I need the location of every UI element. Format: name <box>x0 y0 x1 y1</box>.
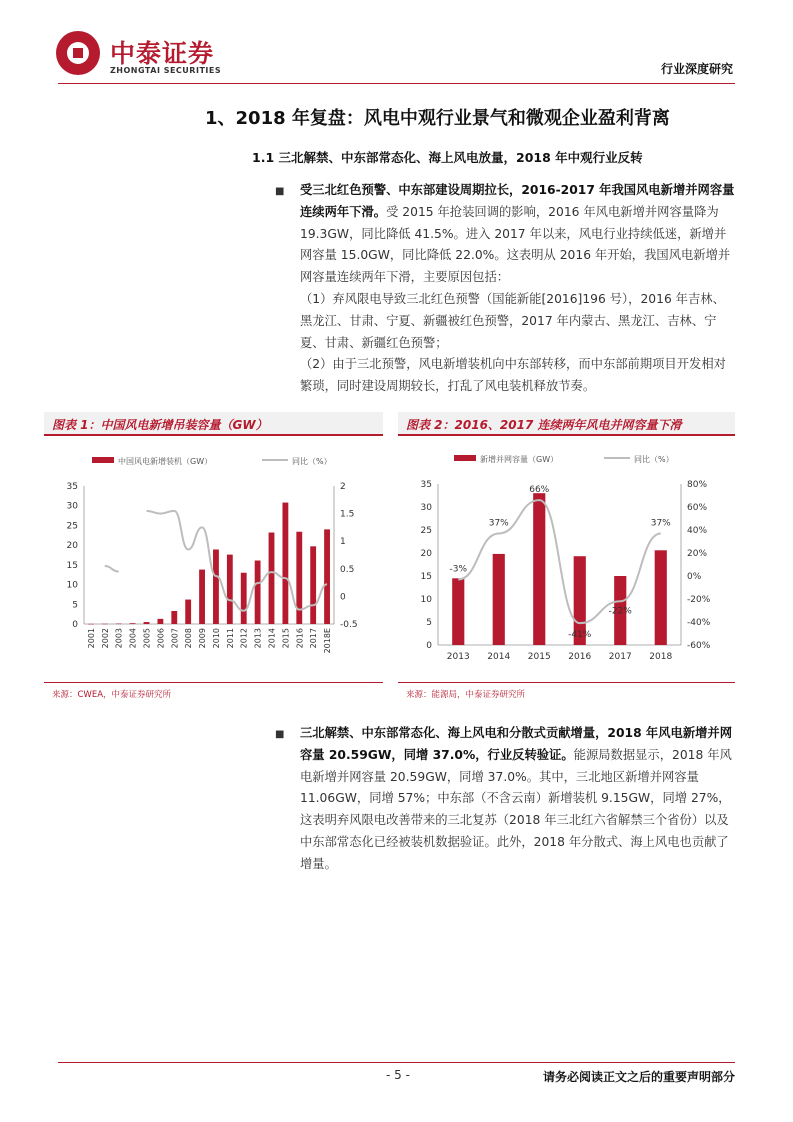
bar <box>213 549 219 624</box>
x-tick-label: 2002 <box>100 628 110 649</box>
data-label: 37% <box>488 518 509 529</box>
bar <box>241 573 247 624</box>
x-tick-label: 2018E <box>323 628 333 654</box>
y-right-tick-label: -60% <box>687 641 711 651</box>
x-tick-label: 2014 <box>267 628 277 649</box>
x-tick-label: 2017 <box>309 628 319 649</box>
y-left-tick-label: 20 <box>66 541 78 552</box>
x-tick-label: 2013 <box>446 652 470 662</box>
y-right-tick-label: 1.5 <box>340 509 355 520</box>
figure-2-chart <box>398 440 735 680</box>
footer-divider <box>58 1062 735 1063</box>
data-label: 37% <box>650 518 671 529</box>
legend-swatch-bar <box>92 457 114 463</box>
y-left-tick-label: 20 <box>420 549 432 559</box>
y-left-tick-label: 5 <box>72 600 78 611</box>
y-right-tick-label: 60% <box>687 503 708 513</box>
y-left-tick-label: 15 <box>66 560 78 571</box>
figure-1-title: 图表 1：中国风电新增吊装容量（GW） <box>52 418 268 432</box>
page-number: - 5 - <box>386 1068 410 1082</box>
bar <box>493 554 505 645</box>
data-label: -3% <box>449 564 468 575</box>
bar <box>269 533 275 624</box>
x-tick-label: 2008 <box>184 628 194 649</box>
paragraph-1-item-1: （1）弃风限电导致三北红色预警（国能新能[2016]196 号），2016 年吉林、黑龙江、甘肃、宁夏、新疆被红色预警，2017 年内蒙古、黑龙江、吉林、宁夏、甘肃、新疆红色预警； <box>300 291 725 350</box>
bar <box>88 624 94 625</box>
y-left-tick-label: 25 <box>420 526 432 536</box>
disclaimer-note: 请务必阅读正文之后的重要声明部分 <box>542 1070 735 1084</box>
bar <box>157 619 163 624</box>
x-tick-label: 2001 <box>86 628 96 649</box>
x-tick-label: 2005 <box>142 628 152 649</box>
bullet-icon: ■ <box>275 186 285 197</box>
x-tick-label: 2017 <box>608 652 632 662</box>
y-right-tick-label: 80% <box>687 480 708 490</box>
header-divider <box>58 83 735 84</box>
x-tick-label: 2016 <box>295 628 305 649</box>
y-right-tick-label: 2 <box>340 482 346 492</box>
y-right-tick-label: 1 <box>340 537 346 548</box>
x-tick-label: 2007 <box>170 628 180 649</box>
x-tick-label: 2013 <box>253 628 263 649</box>
paragraph-1 <box>300 180 736 398</box>
y-left-tick-label: 15 <box>420 572 432 582</box>
y-left-tick-label: 0 <box>426 641 432 651</box>
bar <box>282 503 288 624</box>
y-right-tick-label: 0% <box>687 572 702 582</box>
y-left-tick-label: 30 <box>66 501 78 512</box>
paragraph-2-body: 能源局数据显示，2018 年风电新增并网容量 20.59GW，同增 37.0%。其中，三北地区新增并网容量 11.06GW，同增 57%；中东部（不含云南）新增装机 9.15GW，同增 27%，这表明弃风限电改善带来的三北复苏（2018 年三北红六省解禁三个省份）以及中东部常态化已经被装机数据验证。此外，2018 年分散式、海上风电也贡献了增量。 <box>300 747 732 871</box>
bar <box>324 529 330 624</box>
report-type-label: 行业深度研究 <box>660 62 733 76</box>
figure-2-title: 图表 2：2016、2017 连续两年风电并网容量下滑 <box>406 418 682 432</box>
x-tick-label: 2014 <box>487 652 511 662</box>
y-right-tick-label: 0 <box>340 592 346 603</box>
bar <box>144 622 150 624</box>
logo-text-en: ZHONGTAI SECURITIES <box>110 66 222 75</box>
x-tick-label: 2009 <box>198 628 208 649</box>
logo-mark-square <box>73 48 83 58</box>
x-tick-label: 2011 <box>225 628 235 649</box>
bar <box>452 578 464 645</box>
y-left-tick-label: 35 <box>420 480 432 490</box>
logo-text-cn: 中泰证券 <box>110 39 215 68</box>
figure-2-bottom-rule <box>398 682 735 683</box>
y-left-tick-label: 35 <box>66 482 78 492</box>
legend-label-bar: 新增并网容量（GW） <box>480 455 559 464</box>
y-right-tick-label: 20% <box>687 549 708 559</box>
y-left-tick-label: 10 <box>420 595 432 605</box>
data-label: -22% <box>608 606 632 617</box>
y-left-tick-label: 0 <box>72 620 78 630</box>
x-tick-label: 2018 <box>649 652 673 662</box>
paragraph-2 <box>300 723 736 876</box>
figure-1-bottom-rule <box>44 682 383 683</box>
figure-1-rule <box>44 434 383 436</box>
figure-1-chart <box>44 440 383 680</box>
legend-label-bar: 中国风电新增装机（GW） <box>118 457 213 466</box>
paragraph-2-lead: 三北解禁、中东部常态化、海上风电和分散式贡献增量，2018 年风电新增并网容量 20.59GW，同增 37.0%，行业反转验证。 <box>300 726 733 762</box>
x-tick-label: 2012 <box>239 628 249 649</box>
bar <box>116 624 122 625</box>
data-label: 66% <box>529 485 550 496</box>
bar <box>310 546 316 624</box>
bar <box>533 493 545 645</box>
y-right-tick-label: -20% <box>687 595 711 605</box>
y-right-tick-label: -40% <box>687 618 711 628</box>
x-tick-label: 2015 <box>281 628 291 649</box>
x-tick-label: 2003 <box>114 628 124 649</box>
x-tick-label: 2016 <box>568 652 592 662</box>
bar <box>227 555 233 624</box>
legend-label-line: 同比（%） <box>634 455 674 464</box>
x-tick-label: 2015 <box>527 652 551 662</box>
y-left-tick-label: 10 <box>66 580 78 591</box>
paragraph-1-lead: 受三北红色预警、中东部建设周期拉长，2016-2017 年我国风电新增并网容量连续两年下滑。 <box>300 183 735 219</box>
bar <box>185 600 191 624</box>
y-right-tick-label: 40% <box>687 526 708 536</box>
x-tick-label: 2004 <box>128 628 138 649</box>
data-label: -41% <box>568 630 592 641</box>
bar <box>655 550 667 645</box>
paragraph-1-body: 受 2015 年抢装回调的影响，2016 年风电新增并网容量降为 19.3GW，同比降低 41.5%。进入 2017 年以来，风电行业持续低迷，新增并网容量 15.0GW，同比降低 22.0%。这表明从 2016 年开始，我国风电新增并网容量连续两年下滑，主要原因包括： <box>300 204 731 285</box>
y-right-tick-label: 0.5 <box>340 564 355 575</box>
x-tick-label: 2010 <box>211 628 221 649</box>
subsection-heading: 1.1 三北解禁、中东部常态化、海上风电放量，2018 年中观行业反转 <box>252 150 643 165</box>
paragraph-1-item-2: （2）由于三北预警，风电新增装机向中东部转移，而中东部前期项目开发相对繁琐，同时建设周期较长，打乱了风电装机释放节奏。 <box>300 357 726 394</box>
y-right-tick-label: -0.5 <box>340 620 358 630</box>
bar <box>199 570 205 624</box>
y-left-tick-label: 5 <box>426 618 432 628</box>
bar <box>130 623 136 624</box>
figure-1-source: 来源：CWEA，中泰证券研究所 <box>52 690 172 700</box>
series-line <box>105 566 119 572</box>
legend-label-line: 同比（%） <box>292 457 332 466</box>
bar <box>102 624 108 625</box>
y-left-tick-label: 25 <box>66 521 78 532</box>
x-tick-label: 2006 <box>156 628 166 649</box>
bullet-icon: ■ <box>275 729 285 740</box>
section-heading: 1、2018 年复盘：风电中观行业景气和微观企业盈利背离 <box>205 108 670 129</box>
bar <box>171 611 177 624</box>
figure-2-rule <box>398 434 735 436</box>
figure-2-source: 来源：能源局，中泰证券研究所 <box>406 690 526 700</box>
legend-swatch-bar <box>454 455 476 461</box>
y-left-tick-label: 30 <box>420 503 432 513</box>
bar <box>255 561 261 624</box>
